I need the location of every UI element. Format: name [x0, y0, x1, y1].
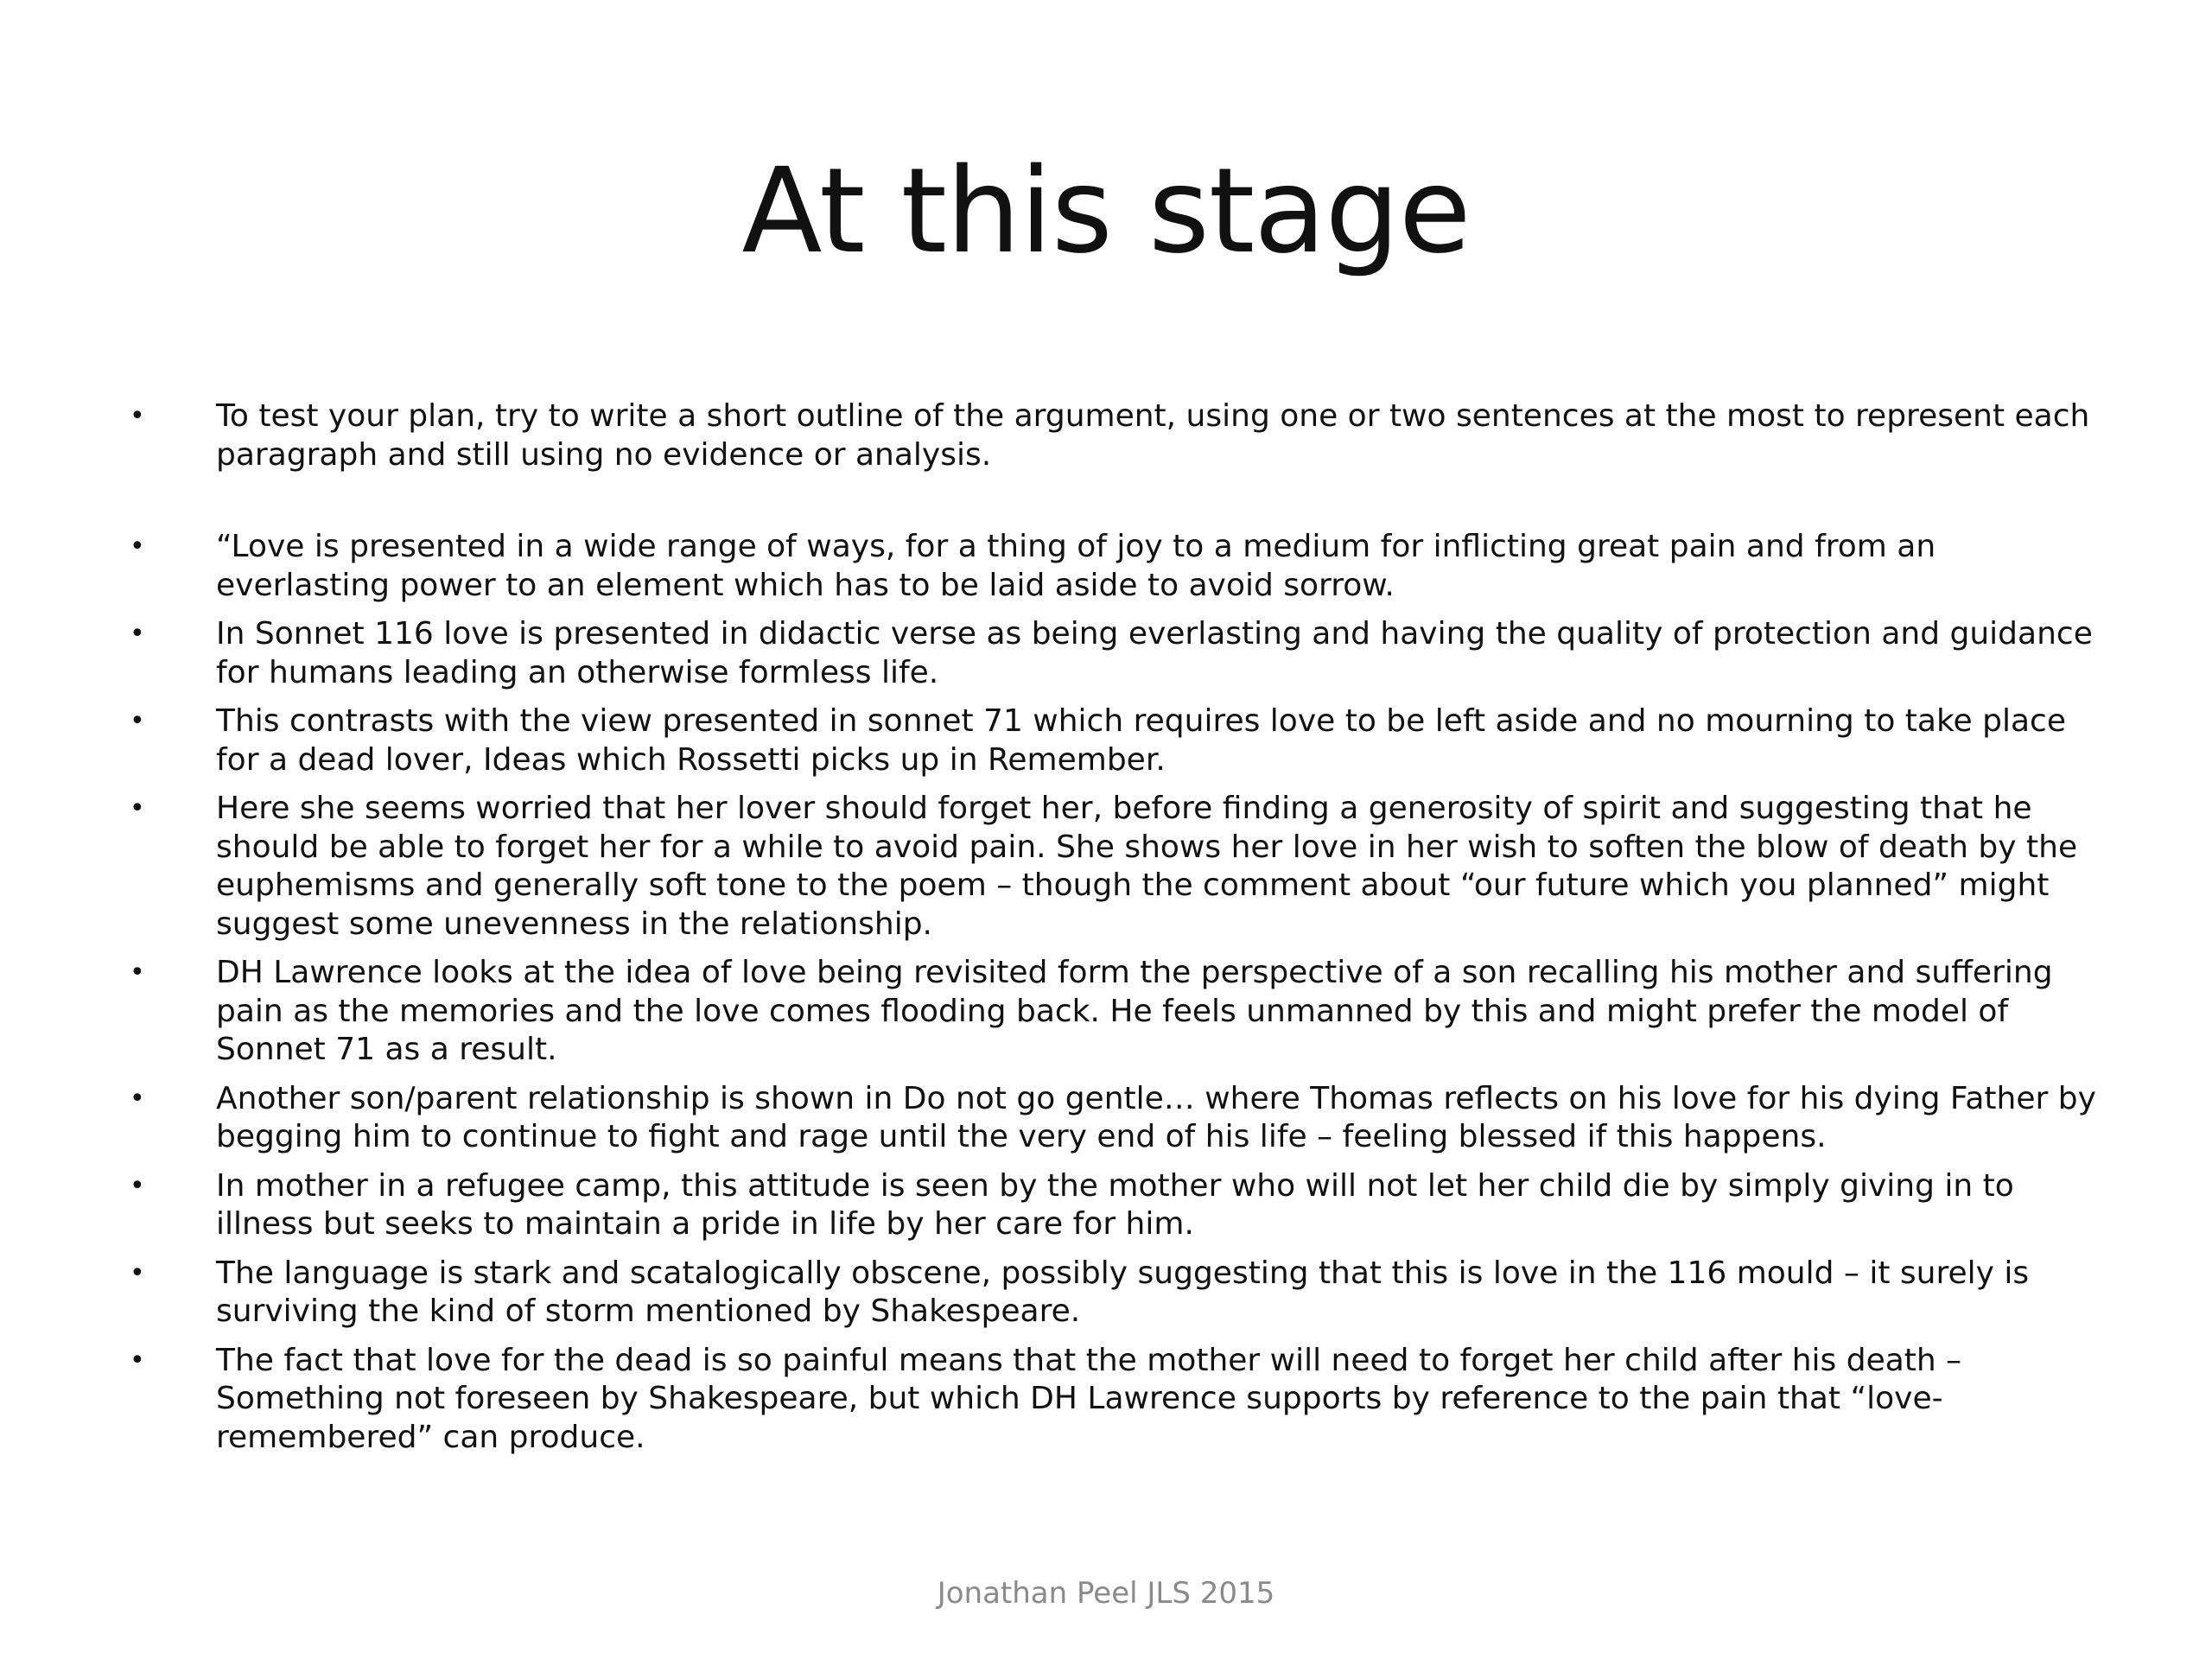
bullet-icon: •: [130, 957, 145, 988]
bullet-text: DH Lawrence looks at the idea of love being revisited form the perspective of a son recalling his mother and suffering pain as the memories and the love comes flooding back. He feels unmanned by this and might prefer the model of Sonnet 71 as a result.: [216, 955, 2053, 1067]
bullet-icon: •: [130, 401, 145, 431]
bullet-item: [130, 1255, 2108, 1332]
bullet-text: In mother in a refugee camp, this attitude is seen by the mother who will not let her child die by simply giving in to illness but seeks to maintain a pride in life by her care for him.: [216, 1167, 2014, 1242]
bullet-icon: •: [130, 1344, 145, 1376]
bullet-icon: •: [130, 619, 145, 649]
bullet-text: Another son/parent relationship is shown in Do not go gentle… where Thomas reflects on his love for his dying Father by begging him to continue to fight and rage until the very end of his life – feeling blessed if this happens.: [216, 1080, 2096, 1154]
bullet-icon: •: [130, 793, 145, 823]
bullet-icon: •: [130, 531, 145, 562]
bullet-list: [130, 397, 2108, 1467]
bullet-item: [130, 528, 2108, 605]
bullet-item: [130, 1167, 2108, 1244]
bullet-item: [130, 615, 2108, 692]
bullet-item: [130, 397, 2108, 474]
bullet-text: In Sonnet 116 love is presented in didactic verse as being everlasting and having the quality of protection and guidance for humans leading an otherwise formless life.: [216, 616, 2093, 690]
bullet-text: This contrasts with the view presented in sonnet 71 which requires love to be left aside and no mourning to take place for a dead lover, Ideas which Rossetti picks up in Remember.: [216, 703, 2066, 778]
bullet-item: [130, 1080, 2108, 1157]
bullet-icon: •: [130, 1257, 145, 1288]
bullet-icon: •: [130, 1170, 145, 1201]
bullet-text: Here she seems worried that her lover should forget her, before finding a generosity of spirit and suggesting that he should be able to forget her for a while to avoid pain. She shows her love in her wish to soften the blow of death by the euphemisms and generally soft tone to the poem – though the comment about “our future which you planned” might suggest some unevenness in the relationship.: [216, 791, 2078, 942]
bullet-text: “Love is presented in a wide range of ways, for a thing of joy to a medium for inflicting great pain and from an everlasting power to an element which has to be laid aside to avoid sorrow.: [216, 529, 1936, 603]
bullet-item: [130, 1342, 2108, 1458]
bullet-icon: •: [130, 1083, 145, 1114]
bullet-icon: •: [130, 706, 145, 736]
bullet-item: [130, 790, 2108, 944]
footer-credit: Jonathan Peel JLS 2015: [937, 1576, 1275, 1611]
bullet-text: The fact that love for the dead is so painful means that the mother will need to forget her child after his death – Something not foreseen by Shakespeare, but which DH Lawrence supports by reference to the pain that “love-remembered” can produce.: [216, 1342, 1962, 1455]
bullet-text: The language is stark and scatalogically obscene, possibly suggesting that this is love in the 116 mould – it surely is surviving the kind of storm mentioned by Shakespeare.: [216, 1255, 2030, 1329]
bullet-item: [130, 954, 2108, 1070]
slide-title: At this stage: [741, 143, 1471, 280]
bullet-item: [130, 702, 2108, 779]
bullet-text: To test your plan, try to write a short outline of the argument, using one or two sentences at the most to represent each paragraph and still using no evidence or analysis.: [216, 398, 2090, 473]
